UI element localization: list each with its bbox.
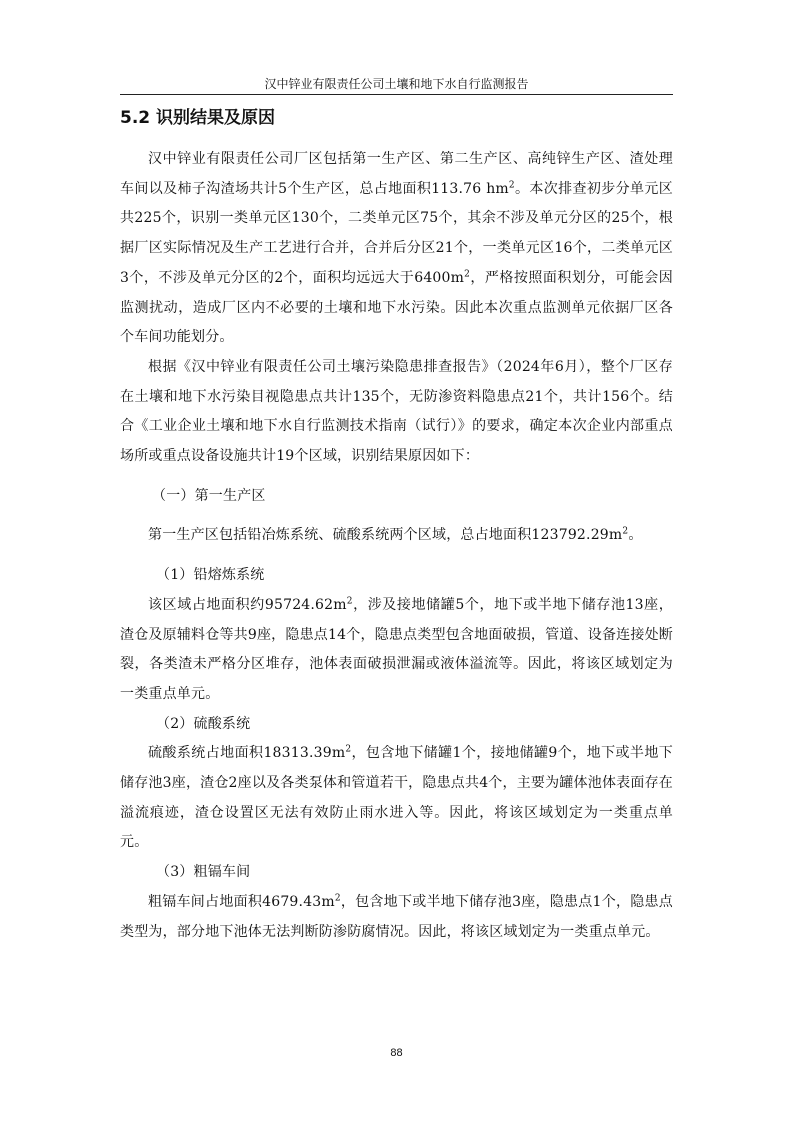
subheading-first-zone: （一）第一生产区	[152, 487, 266, 504]
paragraph-crude-cadmium	[120, 888, 673, 947]
section-title: 5.2 识别结果及原因	[120, 108, 276, 128]
subheading-lead-smelting: （1）铅熔炼系统	[156, 567, 265, 584]
paragraph-overview	[120, 145, 673, 353]
text-run: ，涉及接地储罐5个，地下或半地下储存池13座，渣仓及原辅料仓等共9座，隐患点14个，隐患点类型包含地面破损，管道、设备连接处断裂，各类渣未严格分区堆存，池体表面破损泄漏或液体溢流等。因此，将该区域划定为一类重点单元。	[120, 596, 673, 702]
subheading-sulfuric-acid: （2）硫酸系统	[156, 715, 251, 732]
superscript: 2	[334, 893, 341, 904]
text-run: 粗镉车间占地面积4679.43m	[148, 893, 335, 910]
text-run: 汉中锌业有限责任公司厂区包括第一生产区、第二生产区、高纯锌生产区、渣处理车间以及柿子沟渣场共计5个生产区，总占地面积113.76 hm	[120, 151, 673, 197]
superscript: 2	[622, 526, 629, 537]
text-run: ，包含地下储罐1个，接地储罐9个，地下或半地下储存池3座，渣仓2座以及各类泵体和管道若干，隐患点共4个，主要为罐体池体表面存在溢流痕迹，渣仓设置区无法有效防止雨水进入等。因此，将该区域划定为一类重点单元。	[120, 745, 673, 851]
paragraph-lead-smelting	[120, 591, 673, 710]
superscript: 2	[345, 744, 352, 755]
paragraph-basis: 根据《汉中锌业有限责任公司土壤污染隐患排查报告》（2024年6月），整个厂区存在土壤和地下水污染目视隐患点共计135个，无防渗资料隐患点21个，共计156个。结合《工业企业土壤和地下水自行监测技术指南（试行）》的要求，确定本次企业内部重点场所或重点设备设施共计19个区域，识别结果原因如下：	[120, 358, 673, 465]
text-run: ，包含地下或半地下储存池3座，隐患点1个，隐患点类型为，部分地下池体无法判断防渗防腐情况。因此，将该区域划定为一类重点单元。	[120, 893, 673, 940]
text-run: 。	[628, 527, 643, 544]
text-run: ，严格按照面积划分，可能会因监测扰动，造成厂区内不必要的土壤和地下水污染。因此本次重点监测单元依据厂区各个车间功能划分。	[120, 269, 673, 346]
text-run: 该区域占地面积约95724.62m	[148, 596, 347, 613]
page-number: 88	[390, 1047, 403, 1059]
superscript: 2	[464, 269, 471, 280]
body-text	[120, 145, 673, 947]
text-run: 第一生产区包括铅冶炼系统、硫酸系统两个区域，总占地面积123792.29m	[148, 527, 623, 544]
superscript: 2	[508, 180, 515, 191]
text-run: 硫酸系统占地面积18313.39m	[148, 745, 346, 762]
subheading-crude-cadmium: （3）粗镉车间	[156, 864, 251, 881]
text-run: 。本次排查初步分单元区共225个，识别一类单元区130个，二类单元区75个，其余不涉及单元分区的25个，根据厂区实际情况及生产工艺进行合并，合并后分区21个，一类单元区16个，二类单元区3个，不涉及单元分区的2个，面积均远远大于6400m	[120, 180, 673, 286]
paragraph-sulfuric-acid	[120, 739, 673, 858]
paragraph-first-zone	[120, 521, 673, 551]
running-header: 汉中锌业有限责任公司土壤和地下水自行监测报告	[264, 77, 529, 91]
header-rule	[120, 94, 673, 95]
superscript: 2	[346, 596, 353, 607]
